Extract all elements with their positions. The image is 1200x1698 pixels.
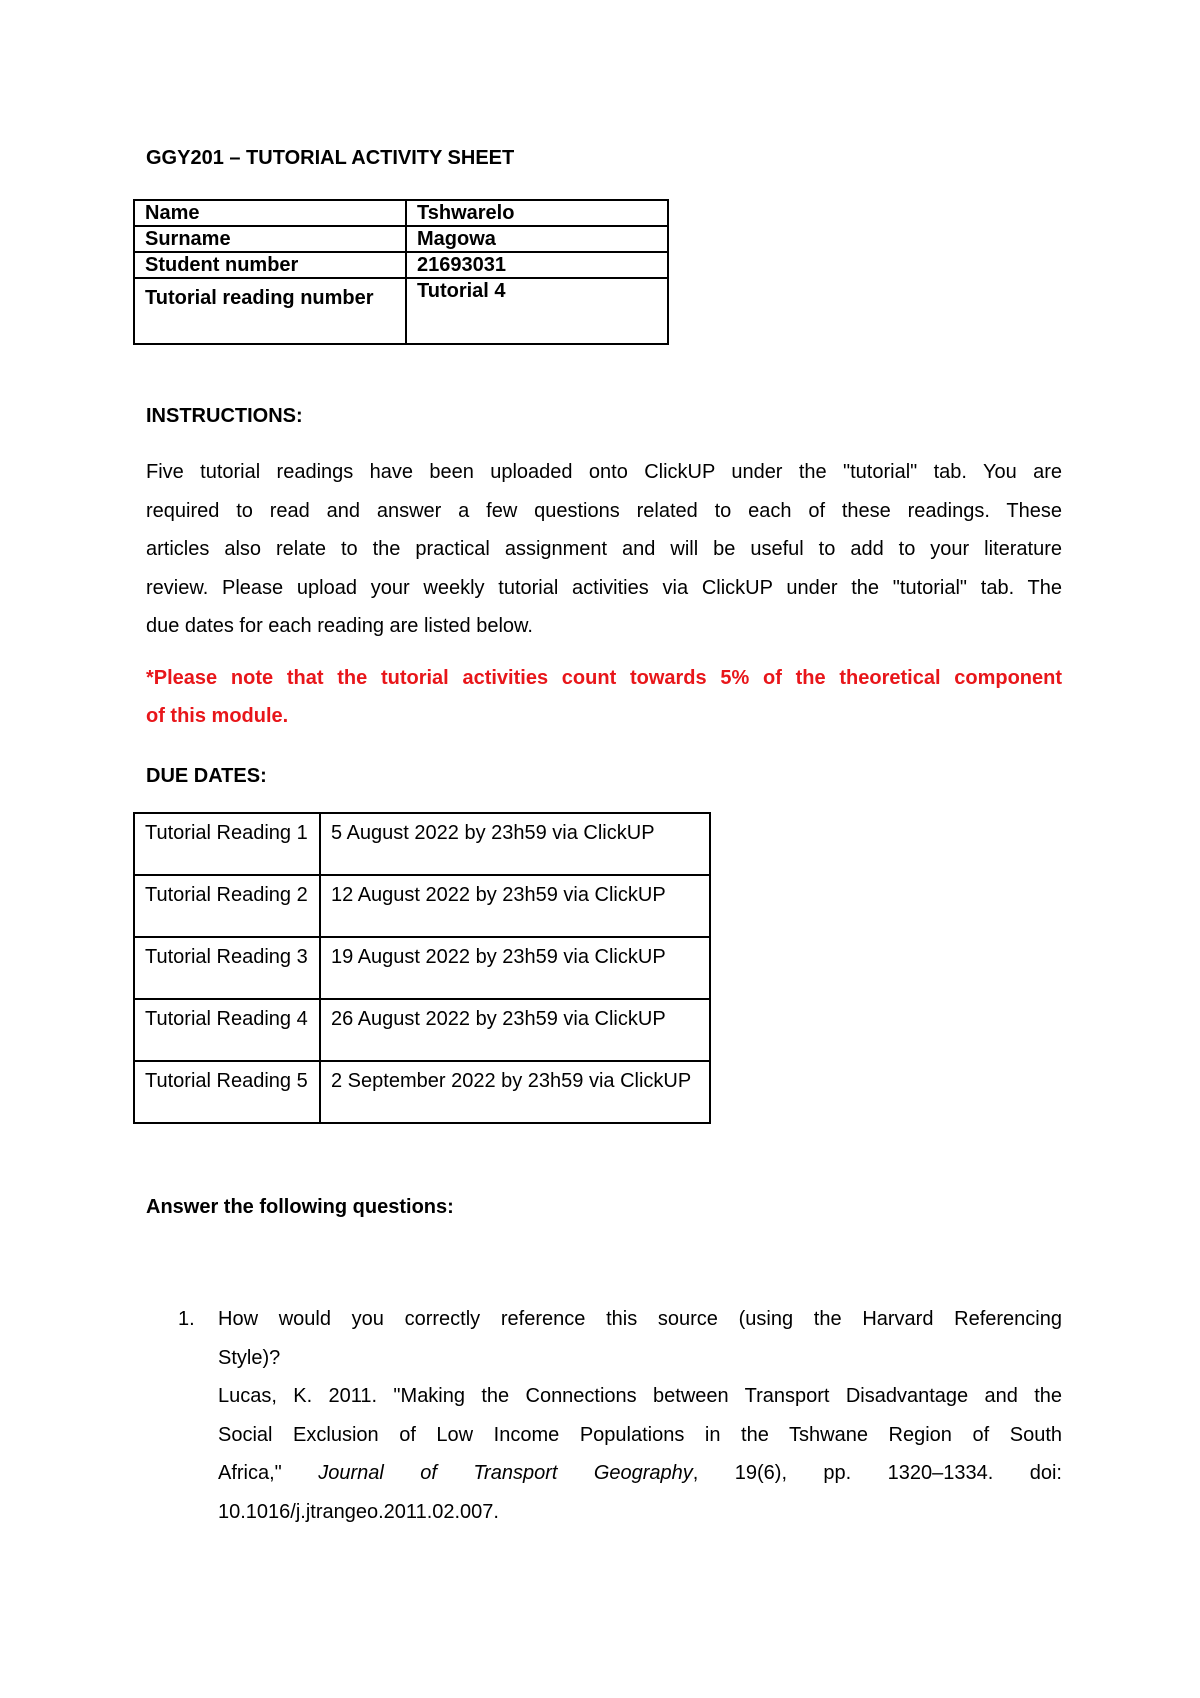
table-row: [134, 875, 710, 937]
info-value: Tutorial 4: [406, 278, 668, 344]
table-row: [134, 252, 668, 278]
info-label: Surname: [134, 226, 406, 252]
info-label: Name: [134, 200, 406, 226]
question-text: Style)?: [218, 1346, 281, 1369]
question-body: [218, 1300, 1062, 1531]
info-value: Magowa: [406, 226, 668, 252]
answer-reference-line: [218, 1454, 1062, 1493]
answer-text: Lucas, K. 2011. "Making the Connections between Transport Disadvantage and the: [218, 1385, 1062, 1407]
instructions-paragraph: [146, 453, 1062, 646]
grading-note-line: of this module.: [146, 705, 289, 727]
reading-cell: Tutorial Reading 2: [134, 875, 320, 937]
info-label-text: Tutorial reading number: [145, 287, 374, 309]
reading-cell: Tutorial Reading 5: [134, 1061, 320, 1123]
document-title: GGY201 – TUTORIAL ACTIVITY SHEET: [146, 147, 515, 169]
journal-title: Journal of Transport Geography: [318, 1462, 693, 1484]
due-date-cell: 26 August 2022 by 23h59 via ClickUP: [320, 999, 710, 1061]
grading-note: [146, 659, 1062, 735]
due-dates-heading: DUE DATES:: [146, 765, 267, 787]
instructions-line: review. Please upload your weekly tutorial activities via ClickUP under the "tutorial" tab. The: [146, 576, 1062, 599]
due-date-cell: 12 August 2022 by 23h59 via ClickUP: [320, 875, 710, 937]
table-row: [134, 278, 668, 344]
table-row: [134, 200, 668, 226]
question-text: How would you correctly reference this source (using the Harvard Referencing: [218, 1308, 1062, 1330]
table-row: [134, 813, 710, 875]
due-date-cell: 19 August 2022 by 23h59 via ClickUP: [320, 937, 710, 999]
due-date-text: 5 August 2022 by 23h59 via ClickUP: [331, 822, 655, 844]
instructions-line: articles also relate to the practical assignment and will be useful to add to your literature: [146, 538, 1062, 560]
instructions-line: Five tutorial readings have been uploaded onto ClickUP under the "tutorial" tab. You are: [146, 461, 1062, 483]
table-row: [134, 1061, 710, 1123]
info-label: Student number: [134, 252, 406, 278]
table-row: [134, 999, 710, 1061]
student-info-table: [133, 199, 669, 345]
questions-heading: Answer the following questions:: [146, 1196, 454, 1218]
reading-cell: Tutorial Reading 3: [134, 937, 320, 999]
instructions-line: due dates for each reading are listed below.: [146, 615, 533, 637]
info-label: [134, 278, 406, 344]
instructions-heading: INSTRUCTIONS:: [146, 405, 303, 427]
grading-note-line: *Please note that the tutorial activities count towards 5% of the theoretical component: [146, 667, 1062, 689]
answer-text: Social Exclusion of Low Income Populations in the Tshwane Region of South: [218, 1423, 1062, 1446]
answer-text: Africa,": [218, 1462, 282, 1484]
reading-cell: Tutorial Reading 1: [134, 813, 320, 875]
due-date-cell: 2 September 2022 by 23h59 via ClickUP: [320, 1061, 710, 1123]
table-row: [134, 226, 668, 252]
instructions-line: required to read and answer a few questions related to each of these readings. These: [146, 499, 1062, 522]
info-value: 21693031: [406, 252, 668, 278]
answer-text: , 19(6), pp. 1320–1334. doi:: [692, 1462, 1062, 1484]
due-dates-table: [133, 812, 711, 1124]
due-date-cell: [320, 813, 710, 875]
reading-cell: Tutorial Reading 4: [134, 999, 320, 1061]
table-row: [134, 937, 710, 999]
question-number: 1.: [178, 1308, 195, 1330]
info-value: Tshwarelo: [406, 200, 668, 226]
answer-doi: 10.1016/j.jtrangeo.2011.02.007.: [218, 1500, 499, 1523]
